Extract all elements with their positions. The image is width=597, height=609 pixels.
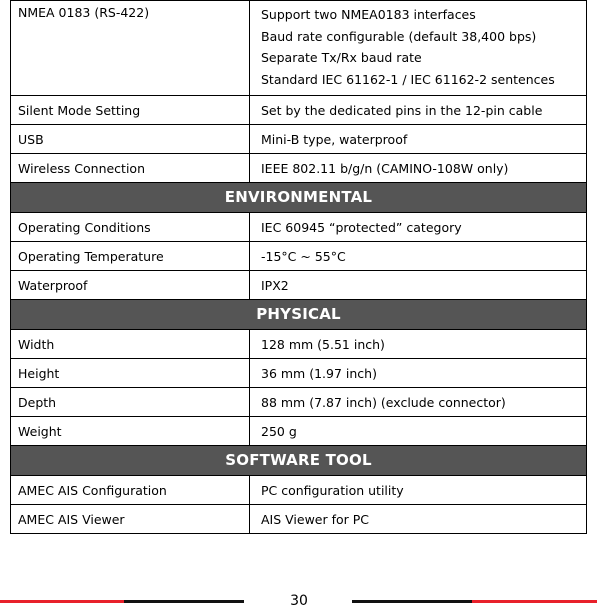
spec-value-line: Separate Tx/Rx baud rate	[261, 50, 422, 65]
spec-value: Mini-B type, waterproof	[250, 125, 587, 154]
footer-rule-red-right	[472, 600, 597, 603]
spec-value: PC configuration utility	[250, 476, 587, 505]
spec-label: Width	[11, 330, 250, 359]
spec-label: NMEA 0183 (RS-422)	[11, 1, 250, 96]
table-row	[11, 505, 587, 534]
footer-rule-black-right	[352, 600, 472, 603]
footer-rule-red-left	[0, 600, 74, 603]
spec-label: Height	[11, 359, 250, 388]
table-row	[11, 213, 587, 242]
spec-value: -15°C ~ 55°C	[250, 242, 587, 271]
spec-label: Operating Conditions	[11, 213, 250, 242]
section-heading: ENVIRONMENTAL	[11, 183, 587, 213]
spec-label: USB	[11, 125, 250, 154]
spec-value	[250, 1, 587, 96]
spec-value: 128 mm (5.51 inch)	[250, 330, 587, 359]
spec-value-line: Standard IEC 61162-1 / IEC 61162-2 sentences	[261, 71, 555, 87]
spec-label: AMEC AIS Configuration	[11, 476, 250, 505]
spec-label: Operating Temperature	[11, 242, 250, 271]
section-heading: SOFTWARE TOOL	[11, 446, 587, 476]
spec-value: IEC 60945 “protected” category	[250, 213, 587, 242]
table-row	[11, 242, 587, 271]
spec-table	[10, 0, 587, 534]
table-row	[11, 417, 587, 446]
section-header-physical	[11, 300, 587, 330]
spec-label: Depth	[11, 388, 250, 417]
spec-value: 36 mm (1.97 inch)	[250, 359, 587, 388]
spec-label: Wireless Connection	[11, 154, 250, 183]
table-row	[11, 271, 587, 300]
table-row	[11, 330, 587, 359]
spec-value: IPX2	[250, 271, 587, 300]
table-row	[11, 125, 587, 154]
spec-value: Set by the dedicated pins in the 12-pin cable	[250, 96, 587, 125]
spec-label: Weight	[11, 417, 250, 446]
spec-value: AIS Viewer for PC	[250, 505, 587, 534]
spec-label: AMEC AIS Viewer	[11, 505, 250, 534]
section-header-environmental	[11, 183, 587, 213]
table-row	[11, 359, 587, 388]
table-row	[11, 388, 587, 417]
table-row	[11, 154, 587, 183]
section-heading: PHYSICAL	[11, 300, 587, 330]
spec-label: Waterproof	[11, 271, 250, 300]
footer-rule-red-left-2	[74, 600, 124, 603]
page-number: 30	[290, 593, 308, 609]
spec-value: 88 mm (7.87 inch) (exclude connector)	[250, 388, 587, 417]
spec-label: Silent Mode Setting	[11, 96, 250, 125]
page-footer	[0, 593, 597, 608]
section-header-software-tool	[11, 446, 587, 476]
spec-value-line: Baud rate configurable (default 38,400 bps)	[261, 28, 537, 44]
spec-value-line: Support two NMEA0183 interfaces	[261, 7, 476, 22]
table-row	[11, 476, 587, 505]
table-row	[11, 1, 587, 96]
spec-value: 250 g	[250, 417, 587, 446]
spec-value: IEEE 802.11 b/g/n (CAMINO-108W only)	[250, 154, 587, 183]
table-row	[11, 96, 587, 125]
footer-rule-black-left	[124, 600, 244, 603]
